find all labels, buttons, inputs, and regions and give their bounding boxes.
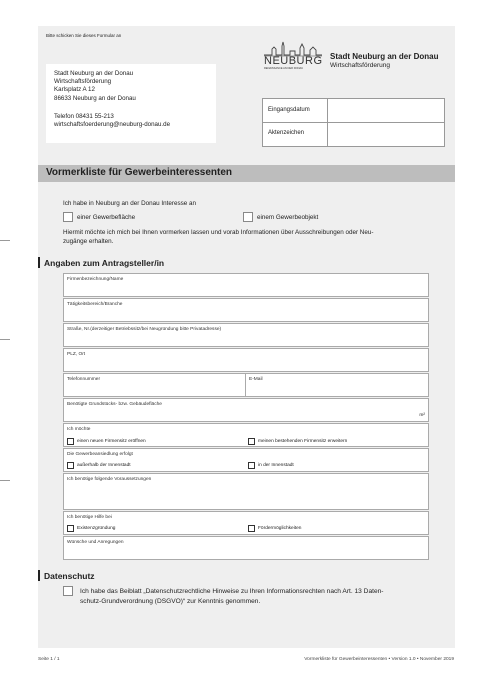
received-date-row	[263, 99, 444, 123]
register-note: zugänge erhalten.	[63, 238, 114, 245]
area-option-label: einer Gewerbefläche	[77, 214, 136, 221]
funding-label: Fördermöglichkeiten	[258, 526, 302, 531]
phone-field[interactable]	[63, 373, 246, 397]
requirements-field[interactable]	[63, 473, 429, 510]
settlement-label: Die Gewerbeansiedlung erfolgt	[67, 452, 133, 457]
privacy-text: schutz-Grundverordnung (DSGVO)“ zur Kenntnis genommen.	[80, 598, 261, 605]
send-note: Bitte schicken Sie dieses Formular an	[46, 33, 122, 38]
logo-word: NEUBURG	[264, 55, 323, 67]
new-site-checkbox[interactable]	[67, 438, 74, 445]
help-label: Ich benötige Hilfe bei	[67, 515, 112, 520]
property-checkbox[interactable]	[243, 212, 253, 222]
city-subtitle: Wirtschaftsförderung	[330, 62, 390, 69]
startup-checkbox[interactable]	[67, 525, 74, 532]
fold-mark	[0, 480, 10, 481]
requirements-label: Ich benötige folgende Voraussetzungen	[67, 477, 152, 482]
address-line: 86633 Neuburg an der Donau	[54, 95, 136, 102]
activity-field[interactable]	[63, 298, 429, 322]
privacy-text: Ich habe das Beiblatt „Datenschutzrechtliche Hinweise zu Ihren Informationsrechten nach Art. 13 Daten-	[80, 588, 384, 595]
street-field[interactable]	[63, 323, 429, 347]
help-group	[63, 511, 429, 535]
city-field[interactable]	[63, 348, 429, 372]
wishes-label: Wünsche und Anregungen	[67, 540, 124, 545]
area-unit: m²	[419, 413, 425, 418]
email-field[interactable]	[245, 373, 429, 397]
address-line: Stadt Neuburg an der Donau	[54, 70, 134, 77]
startup-label: Existenzgründung	[77, 526, 116, 531]
city-label: PLZ, Ort	[67, 352, 86, 357]
register-note: Hiermit möchte ich mich bei Ihnen vormerken lassen und vorab Informationen über Ausschreibungen oder Neu-	[63, 229, 374, 236]
neuburg-logo	[262, 36, 326, 72]
wish-label: Ich möchte	[67, 427, 91, 432]
settlement-group	[63, 448, 429, 472]
funding-checkbox[interactable]	[248, 525, 255, 532]
privacy-heading: Datenschutz	[44, 571, 95, 581]
punch-mark	[0, 339, 10, 340]
inside-center-label: in der Innenstadt	[258, 463, 294, 468]
address-line: Karlsplatz A 12	[54, 86, 95, 93]
wish-group	[63, 423, 429, 447]
privacy-checkbox[interactable]	[63, 586, 73, 596]
logo-tagline: RENAISSANCE AN DER DONAU	[264, 67, 304, 70]
file-ref-label: Aktenzeichen	[268, 130, 305, 136]
company-field[interactable]	[63, 273, 429, 297]
company-label: Firmenbezeichnung/Name	[67, 277, 124, 282]
file-ref-row	[263, 122, 444, 145]
email-label: E-Mail	[249, 377, 263, 382]
interest-intro: Ich habe in Neuburg an der Donau Interesse an	[63, 200, 197, 207]
version-info: Vormerkliste für Gewerbeinteressenten • Version 1.0 • November 2019	[304, 657, 454, 662]
section-marker	[38, 570, 40, 581]
form-title: Vormerkliste für Gewerbeinteressenten	[46, 167, 232, 178]
area-needed-label: Benötigte Grundstücks- bzw. Gebäudefläche	[67, 402, 162, 407]
page-number: Seite 1 / 1	[38, 657, 60, 662]
area-checkbox[interactable]	[63, 212, 73, 222]
street-label: Straße, Nr.(derzeitiger Betriebssitz/bei Neugründung bitte Privatadresse)	[67, 327, 222, 332]
property-option-label: einem Gewerbeobjekt	[257, 214, 319, 221]
address-line: wirtschaftsfoerderung@neuburg-donau.de	[54, 121, 171, 128]
city-title: Stadt Neuburg an der Donau	[330, 52, 439, 61]
registry-table	[262, 98, 445, 147]
applicant-heading: Angaben zum Antragsteller/in	[44, 258, 165, 268]
expand-site-label: meinen bestehenden Firmensitz erweitern	[258, 439, 348, 444]
new-site-label: einen neuen Firmensitz eröffnen	[77, 439, 146, 444]
outside-center-label: außerhalb der Innenstadt	[77, 463, 131, 468]
fold-mark	[0, 240, 10, 241]
section-marker	[38, 257, 40, 268]
outside-center-checkbox[interactable]	[67, 462, 74, 469]
wishes-field[interactable]	[63, 536, 429, 560]
inside-center-checkbox[interactable]	[248, 462, 255, 469]
phone-label: Telefonnummer	[67, 377, 101, 382]
address-line: Telefon 08431 55-213	[54, 113, 114, 120]
activity-label: Tätigkeitsbereich/Branche	[67, 302, 123, 307]
received-date-label: Eingangsdatum	[268, 107, 310, 113]
area-needed-field[interactable]	[63, 398, 429, 422]
address-line: Wirtschaftsförderung	[54, 78, 112, 85]
expand-site-checkbox[interactable]	[248, 438, 255, 445]
